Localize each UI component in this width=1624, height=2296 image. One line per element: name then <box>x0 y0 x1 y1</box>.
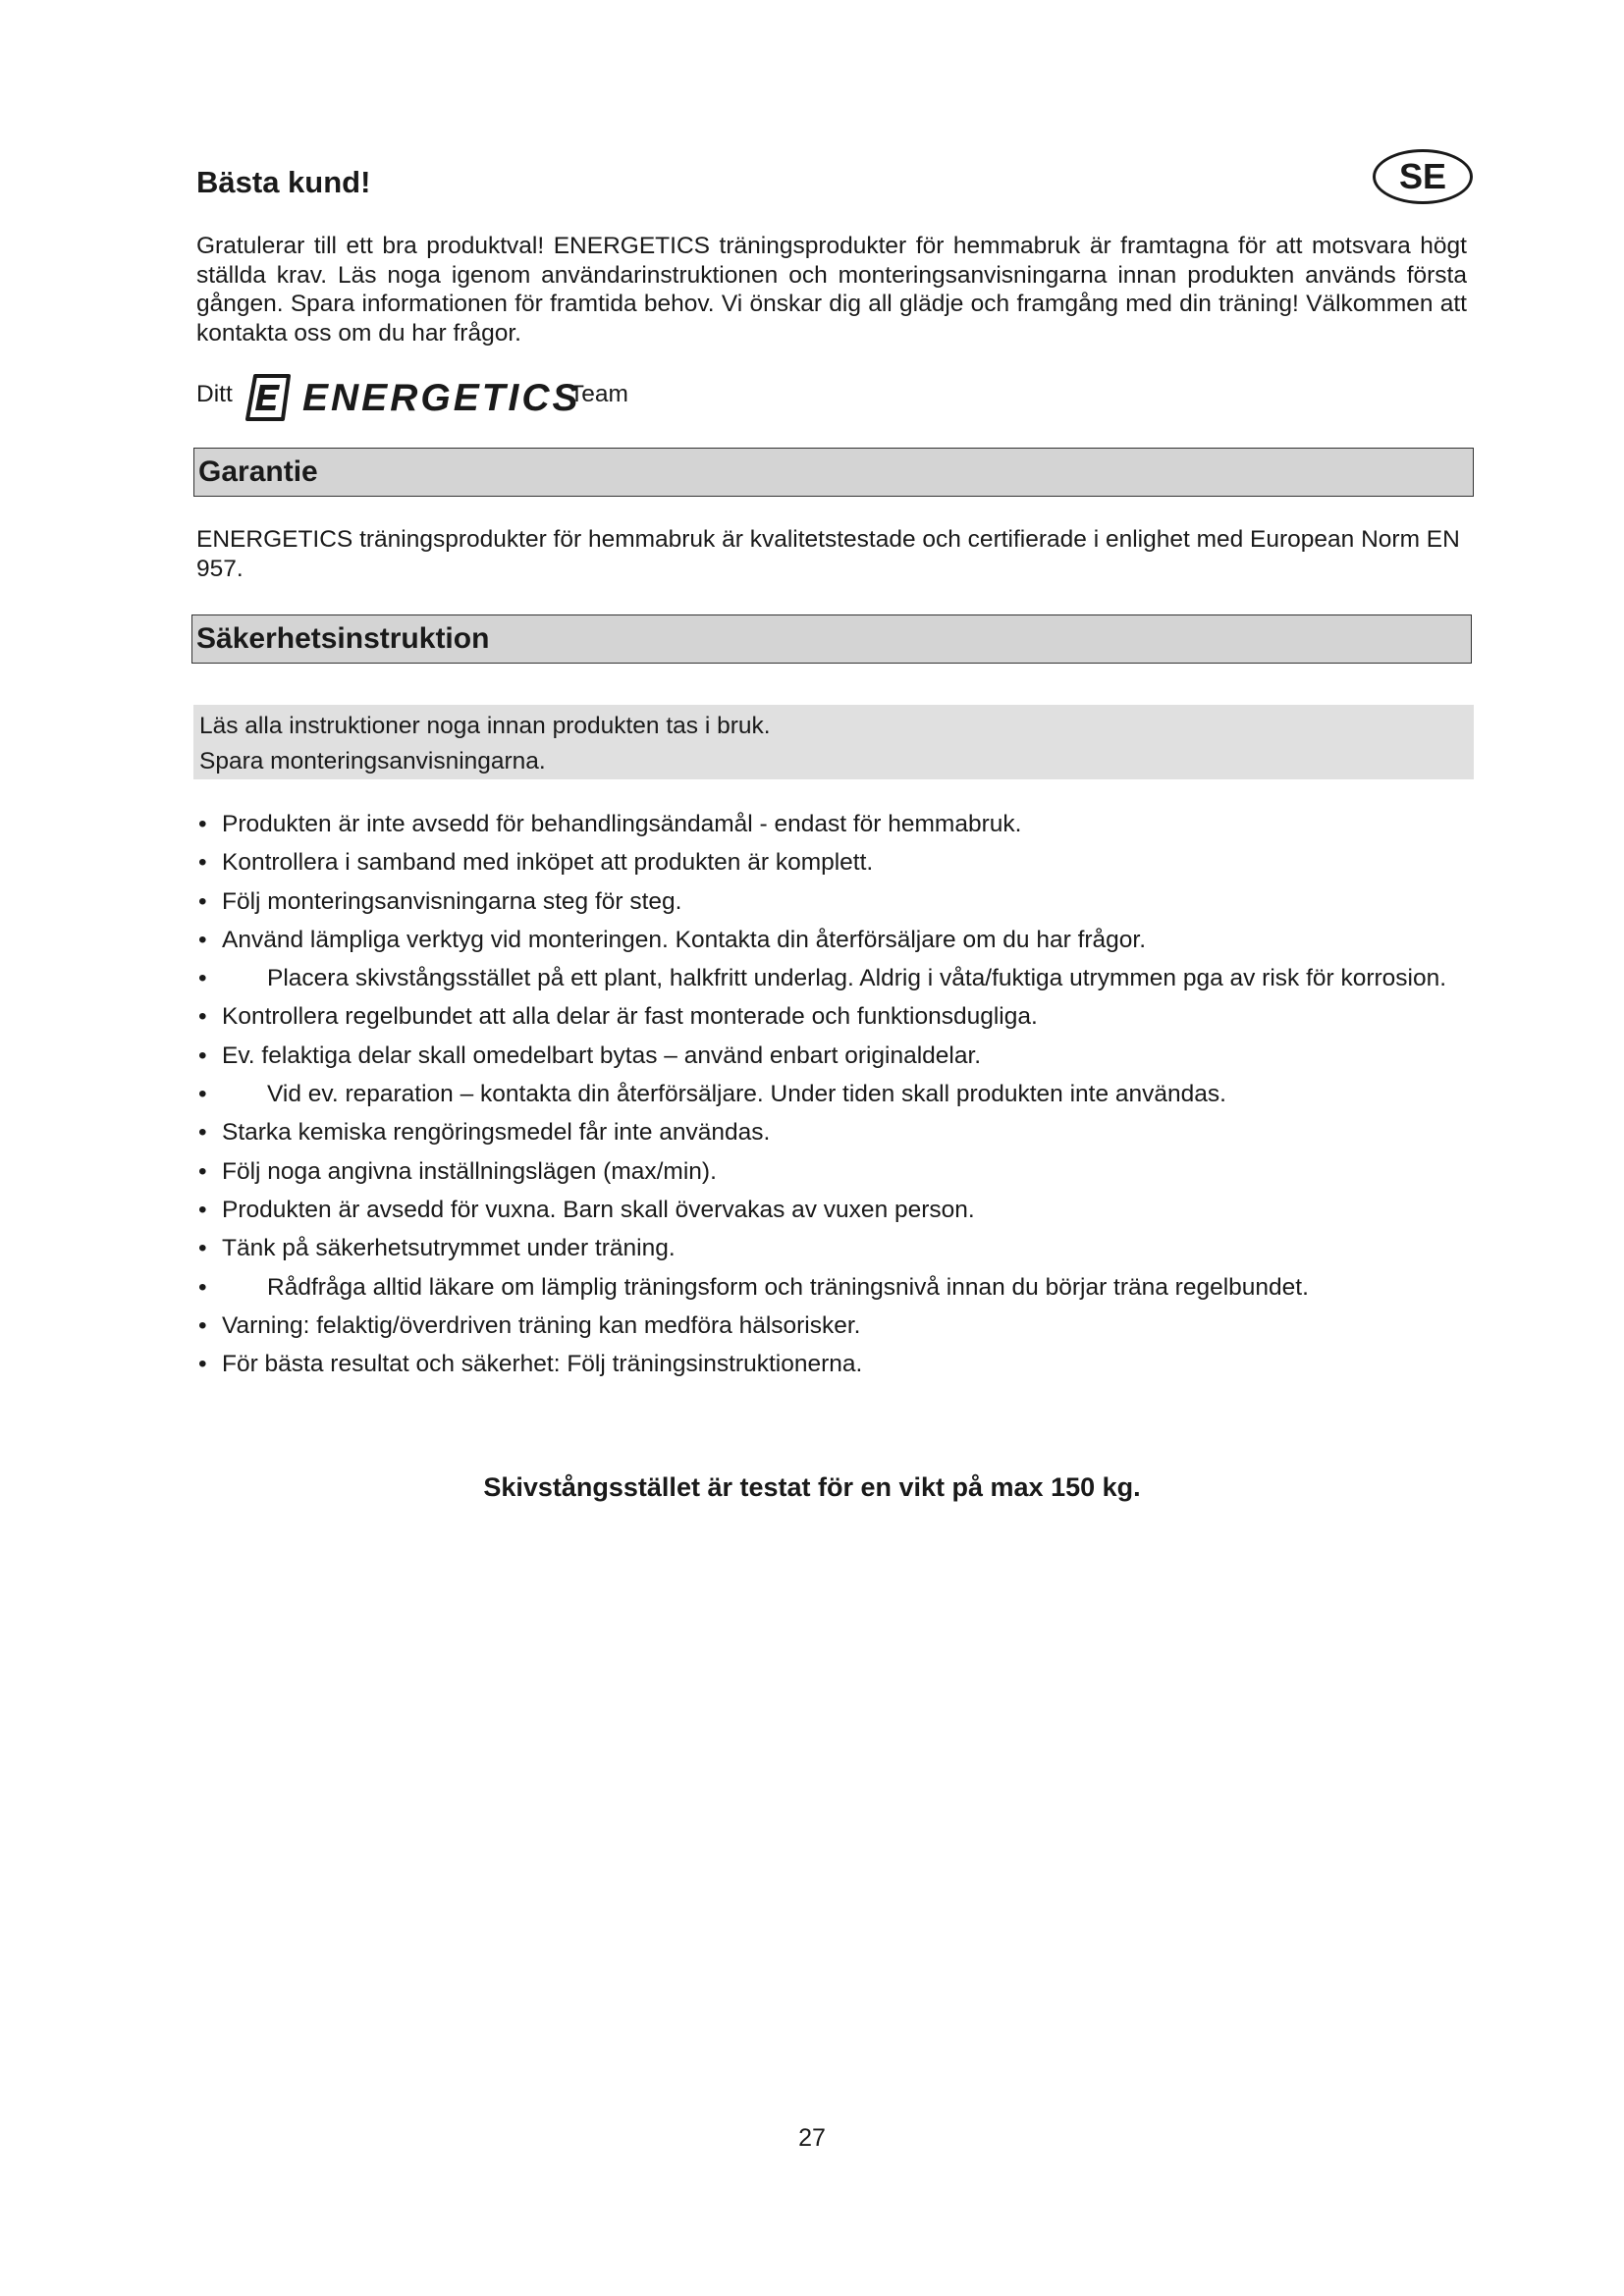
bullet-icon: • <box>198 1196 207 1223</box>
max-load-note: Skivstångsstället är testat för en vikt på max 150 kg. <box>483 1472 1141 1502</box>
list-item: • Följ noga angivna inställningslägen (max/min). <box>196 1152 1473 1191</box>
bullet-icon: • <box>198 1157 207 1185</box>
list-item: • Kontrollera i samband med inköpet att produkten är komplett. <box>196 843 1473 881</box>
page-number: 27 <box>798 2124 826 2152</box>
signature-suffix: Team <box>569 381 628 407</box>
safety-list <box>196 805 1473 1383</box>
bullet-icon: • <box>198 1041 207 1069</box>
bullet-icon: • <box>198 1351 207 1378</box>
bullet-icon: • <box>198 811 207 837</box>
safety-notice-line-1: Läs alla instruktioner noga innan produkten tas i bruk. <box>199 713 771 739</box>
safety-notice-line-2: Spara monteringsanvisningarna. <box>199 748 546 774</box>
energetics-logo-wordmark: ENERGETICS <box>302 377 581 419</box>
list-item: • Rådfråga alltid läkare om lämplig träningsform och träningsnivå innan du börjar träna regelbundet. <box>196 1268 1473 1307</box>
signature-prefix: Ditt <box>196 381 233 407</box>
page-title: Bästa kund! <box>196 165 371 199</box>
bullet-icon: • <box>198 887 207 915</box>
bullet-icon: • <box>198 926 207 953</box>
list-item: • Starka kemiska rengöringsmedel får inte användas. <box>196 1113 1473 1151</box>
safety-heading: Säkerhetsinstruktion <box>191 614 1472 664</box>
bullet-icon: • <box>198 1081 207 1108</box>
bullet-icon: • <box>198 1273 207 1301</box>
energetics-logo-icon <box>244 373 293 422</box>
list-item: • Vid ev. reparation – kontakta din återförsäljare. Under tiden skall produkten inte användas. <box>196 1075 1473 1113</box>
list-item: • För bästa resultat och säkerhet: Följ träningsinstruktionerna. <box>196 1345 1473 1383</box>
garantie-text: ENERGETICS träningsprodukter för hemmabruk är kvalitetstestade och certifierade i enlighet med European Norm EN 957. <box>196 526 1460 582</box>
intro-paragraph: Gratulerar till ett bra produktval! ENERGETICS träningsprodukter för hemmabruk är framtagna för att motsvara högt ställda krav. Läs noga igenom användarinstruktionen och monteringsanvisningarna innan produkten används första gången. Spara informationen för framtida behov. Vi önskar dig all glädje och framgång med din träning! Välkommen att kontakta oss om du har frågor. <box>196 233 1467 347</box>
bullet-icon: • <box>198 1235 207 1262</box>
list-item: • Ev. felaktiga delar skall omedelbart bytas – använd enbart originaldelar. <box>196 1037 1473 1075</box>
bullet-icon: • <box>198 849 207 877</box>
list-item: • Använd lämpliga verktyg vid monteringen. Kontakta din återförsäljare om du har frågor. <box>196 921 1473 959</box>
list-item: • Produkten är avsedd för vuxna. Barn skall övervakas av vuxen person. <box>196 1191 1473 1229</box>
garantie-heading: Garantie <box>193 448 1474 497</box>
bullet-icon: • <box>198 1311 207 1339</box>
bullet-icon: • <box>198 1119 207 1147</box>
list-item: • Följ monteringsanvisningarna steg för steg. <box>196 882 1473 921</box>
list-item: • Varning: felaktig/överdriven träning kan medföra hälsorisker. <box>196 1307 1473 1345</box>
bullet-icon: • <box>198 1003 207 1031</box>
list-item: • Placera skivstångsstället på ett plant, halkfritt underlag. Aldrig i våta/fuktiga utrymmen pga av risk för korrosion. <box>196 959 1473 997</box>
list-item: • Kontrollera regelbundet att alla delar är fast monterade och funktionsdugliga. <box>196 997 1473 1036</box>
bullet-icon: • <box>198 965 207 992</box>
country-badge: SE <box>1373 149 1473 204</box>
list-item: • Tänk på säkerhetsutrymmet under träning. <box>196 1229 1473 1267</box>
list-item: • Produkten är inte avsedd för behandlingsändamål - endast för hemmabruk. <box>196 805 1473 843</box>
safety-notice <box>193 705 1474 779</box>
